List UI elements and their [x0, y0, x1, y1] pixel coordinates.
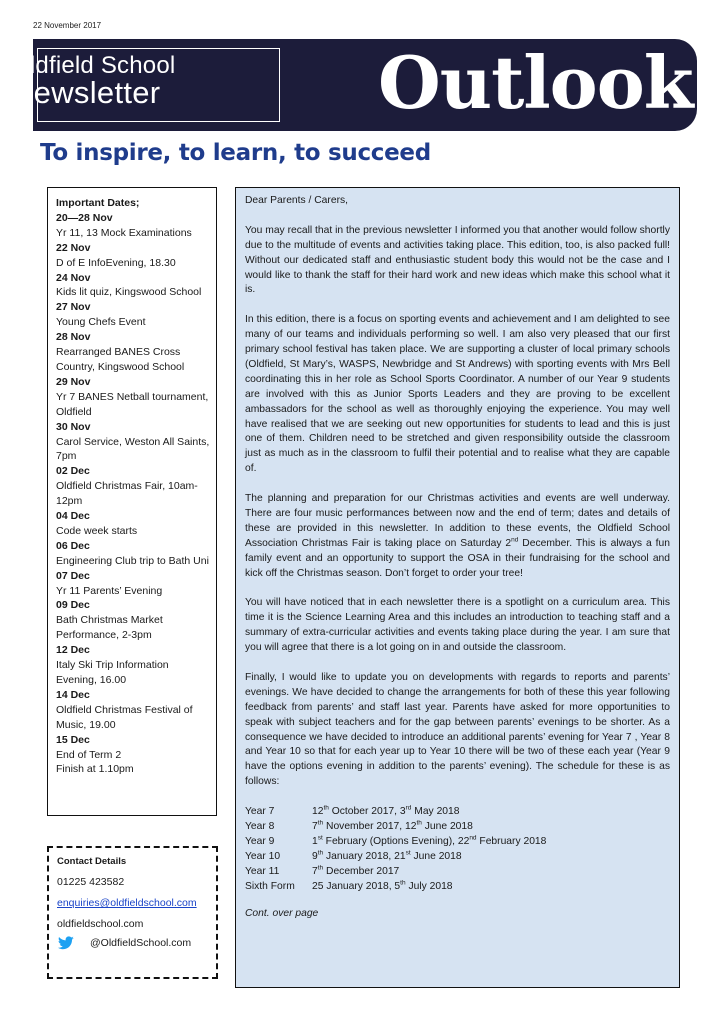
event-description: D of E InfoEvening, 18.30 — [56, 256, 176, 269]
date-list-item — [56, 762, 210, 777]
letter-paragraph: In this edition, there is a focus on sporting events and achievement and I am delighted to see many of our teams and individuals performing so well. I am also very pleased that our first primary school festival has taken place. We are supporting a cluster of local primary schools (Oldfield, St Mary’s, WASPS, Newbridge and St Andrews) with sporting events with Mrs Bell coordinating this in her role as School Sports Coordinator. A number of our Year 9 students are involved with this as Junior Sports Leaders and they are proving to be excellent ambassadors for the school as well as thoroughly enjoying the experience. You may well have realised that we are seeking out new opportunities for students to lead and this is just one of them. Children need to be stretched and given responsibility outside the classroom just as much as in the classroom to fulfil their potential and to realise what they are capable of. — [245, 314, 670, 475]
event-description: Bath Christmas Market Performance, 2-3pm — [56, 614, 163, 642]
twitter-row[interactable] — [58, 936, 208, 950]
schedule-dates: 7th November 2017, 12th June 2018 — [312, 819, 473, 832]
date-list-item — [56, 375, 210, 420]
date-list-item — [56, 509, 210, 539]
event-date: 04 Dec — [56, 510, 90, 523]
event-description: Oldfield Christmas Fair, 10am-12pm — [56, 480, 198, 508]
schedule-row — [245, 805, 670, 820]
twitter-bird-icon — [58, 936, 74, 950]
event-date: 20—28 Nov — [56, 211, 113, 224]
date-list-item — [56, 241, 210, 271]
contact-phone: 01225 423582 — [57, 876, 125, 888]
event-description: Finish at 1.10pm — [56, 763, 134, 776]
letter-paragraph: You will have noticed that in each newsletter there is a spotlight on a curriculum area. This time it is the Science Learning Area and this includes an introduction to teaching staff and a summary of extra-curricular activities and events taking place during the year. I am sure that you will agree that there is a lot going on in and outside the classroom. — [245, 597, 670, 654]
event-date: 12 Dec — [56, 644, 90, 657]
schedule-dates: 7th December 2017 — [312, 864, 400, 877]
date-list-item — [56, 688, 210, 733]
date-list-item — [56, 300, 210, 330]
letter-greeting: Dear Parents / Carers, — [245, 195, 349, 206]
schedule-year: Year 9 — [245, 835, 275, 847]
event-date: 22 Nov — [56, 241, 91, 254]
event-date: 28 Nov — [56, 331, 91, 344]
date-list-item — [56, 569, 210, 599]
date-list-item — [56, 271, 210, 301]
event-description: Carol Service, Weston All Saints, 7pm — [56, 435, 210, 463]
event-description: Young Chefs Event — [56, 316, 146, 329]
event-date: 02 Dec — [56, 465, 90, 478]
event-description: Oldfield Christmas Festival of Music, 19.00 — [56, 703, 193, 731]
letter-paragraph: You may recall that in the previous newsletter I informed you that another would follow shortly due to the multitude of events and activities taking place. This edition, too, is also packed full! Without our dedicated staff and enthusiastic student body this would not be the case and I would like to thank the staff for their hard work and new ideas which make this school what it is. — [245, 224, 670, 296]
event-date: 24 Nov — [56, 271, 91, 284]
date-list-item — [56, 598, 210, 643]
schedule-dates: 25 January 2018, 5th July 2018 — [312, 879, 453, 892]
event-description: Yr 7 BANES Netball tournament, Oldfield — [56, 390, 209, 418]
date-list-item — [56, 539, 210, 569]
event-description: Yr 11 Parents’ Evening — [56, 584, 163, 597]
schedule-row — [245, 835, 670, 850]
school-tagline: To inspire, to learn, to succeed — [40, 140, 431, 166]
parents-evening-schedule — [245, 805, 670, 894]
date-list-item — [56, 643, 210, 688]
schedule-row — [245, 880, 670, 895]
event-date: 14 Dec — [56, 688, 90, 701]
letter-paragraph: The planning and preparation for our Christmas activities and events are well underway. There are four music performances between now and the end of term; dates and details of these are provided in this newsletter. In addition to these events, the Oldfield School Association Christmas Fair is taking place on Saturday 2nd December. This is always a fun family event and an opportunity to support the OSA in their fundraising for the school and kick off the Christmas season. Don’t forget to order your tree! — [245, 493, 670, 579]
contact-title: Contact Details — [57, 856, 127, 867]
event-description: Yr 11, 13 Mock Examinations — [56, 226, 192, 239]
schedule-year: Year 8 — [245, 820, 275, 832]
event-date: 09 Dec — [56, 599, 90, 612]
contact-email-link[interactable]: enquiries@oldfieldschool.com — [57, 897, 197, 909]
continued-note: Cont. over page — [245, 907, 319, 919]
important-dates-title: Important Dates; — [56, 197, 140, 209]
outlook-logo-text: Outlook — [378, 40, 693, 125]
newsletter-label: Newsletter — [11, 75, 161, 110]
event-date: 06 Dec — [56, 539, 90, 552]
schedule-row — [245, 850, 670, 865]
important-dates-box — [47, 187, 217, 816]
schedule-year: Year 7 — [245, 806, 275, 818]
contact-details-box — [47, 846, 218, 979]
schedule-year: Sixth Form — [245, 880, 295, 892]
event-description: Kids lit quiz, Kingswood School — [56, 286, 202, 299]
schedule-dates: 1st February (Options Evening), 22nd February 2018 — [312, 834, 547, 847]
event-description: Italy Ski Trip Information Evening, 16.00 — [56, 659, 169, 686]
event-description: Rearranged BANES Cross Country, Kingswood School — [56, 346, 185, 373]
contact-website: oldfieldschool.com — [57, 918, 144, 930]
event-date: 07 Dec — [56, 569, 90, 582]
date-list-item — [56, 464, 210, 509]
schedule-year: Year 11 — [245, 865, 280, 877]
issue-date: 22 November 2017 — [33, 21, 102, 30]
letter-paragraph: Finally, I would like to update you on developments with regards to reports and parents’ evenings. We have decided to change the arrangements for both of these this year following feedback from parents’ and staff last year. Parents have asked for more opportunities to speak with subject teachers and for the gap between parents’ evenings to be shorter. As a consequence we have decided to introduce an additional parents’ evening for Year 7 , Year 8 and Year 10 so that for each year up to Year 10 there will be two of these each year (Year 9 have the options evening in addition to the parents’ evening). The schedule for these is as follows: — [245, 671, 670, 788]
twitter-handle: @OldfieldSchool.com — [90, 937, 192, 949]
date-list-item — [56, 420, 210, 465]
date-list-item — [56, 330, 210, 375]
event-description: Code week starts — [56, 524, 138, 537]
important-dates-list — [56, 211, 210, 777]
event-date: 30 Nov — [56, 420, 91, 433]
event-date: 27 Nov — [56, 301, 91, 314]
date-list-item — [56, 211, 210, 241]
date-list-item — [56, 733, 210, 763]
schedule-row — [245, 820, 670, 835]
event-date: 15 Dec — [56, 733, 90, 746]
school-name: Oldfield School — [11, 52, 176, 79]
headteacher-letter — [235, 187, 680, 988]
event-description: End of Term 2 — [56, 748, 122, 761]
schedule-dates: 9th January 2018, 21st June 2018 — [312, 849, 462, 862]
event-description: Engineering Club trip to Bath Uni — [56, 554, 209, 567]
schedule-row — [245, 865, 670, 880]
event-date: 29 Nov — [56, 375, 91, 388]
schedule-year: Year 10 — [245, 850, 281, 862]
letter-body — [245, 224, 670, 790]
schedule-dates: 12th October 2017, 3rd May 2018 — [312, 804, 460, 818]
